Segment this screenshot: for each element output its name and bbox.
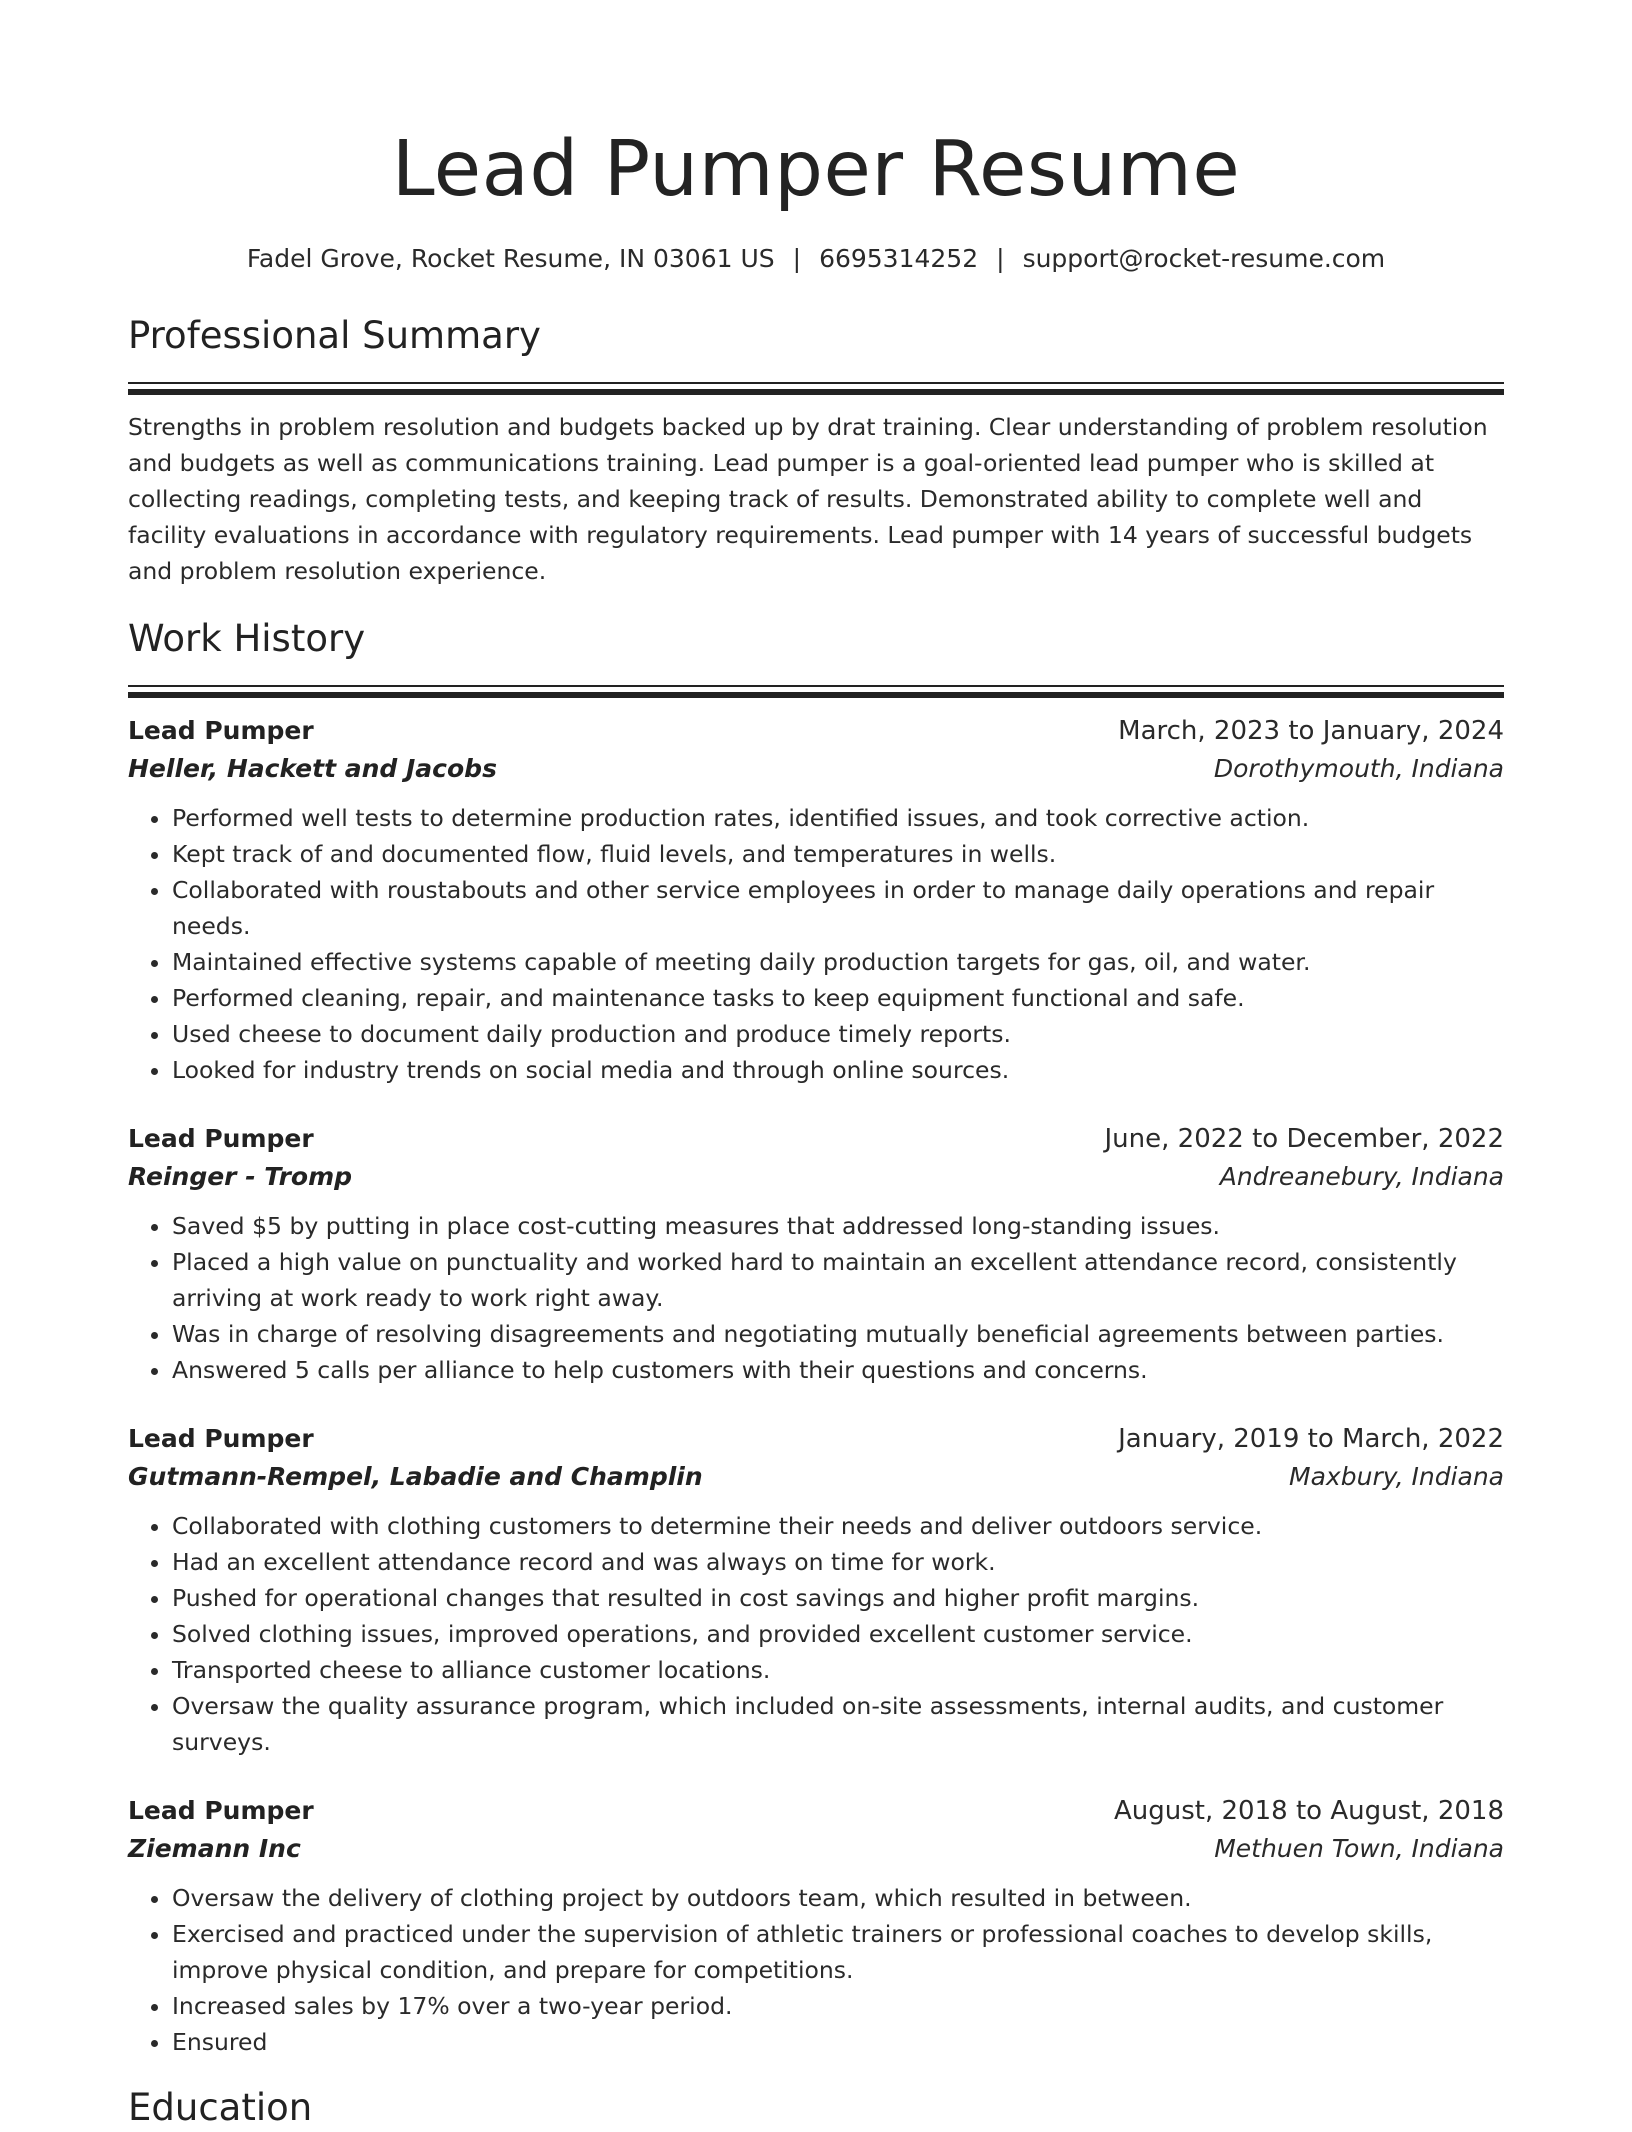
job-bullet: • Transported cheese to alliance customer locations. — [172, 1652, 1504, 1688]
job-entry — [128, 712, 1504, 1088]
work-history-section — [128, 615, 1504, 2060]
job-dates: June, 2022 to December, 2022 — [1104, 1124, 1504, 1154]
job-bullet: • Saved $5 by putting in place cost-cutting measures that addressed long-standing issues. — [172, 1208, 1504, 1244]
job-company-row — [128, 1158, 1504, 1196]
contact-email: support@rocket-resume.com — [1022, 244, 1386, 273]
job-location: Maxbury, Indiana — [1289, 1462, 1504, 1491]
section-divider — [128, 382, 1504, 395]
job-company-row — [128, 750, 1504, 788]
job-bullet: • Used cheese to document daily production and produce timely reports. — [172, 1016, 1504, 1052]
job-dates: August, 2018 to August, 2018 — [1114, 1796, 1504, 1826]
job-entry — [128, 1420, 1504, 1760]
job-company-row — [128, 1458, 1504, 1496]
section-divider — [128, 685, 1504, 698]
job-bullet: • Had an excellent attendance record and was always on time for work. — [172, 1544, 1504, 1580]
job-header-row — [128, 1120, 1504, 1158]
job-bullet: • Increased sales by 17% over a two-year period. — [172, 1988, 1504, 2024]
section-title-education: Education — [128, 2086, 313, 2129]
job-bullet: • Looked for industry trends on social media and through online sources. — [172, 1052, 1504, 1088]
job-location: Dorothymouth, Indiana — [1213, 754, 1504, 783]
job-bullet-list — [128, 1880, 1504, 2060]
job-title: Lead Pumper — [128, 1124, 314, 1153]
job-bullet: • Oversaw the quality assurance program, which included on-site assessments, internal audits, and customer surveys. — [172, 1688, 1504, 1760]
job-entry — [128, 1120, 1504, 1388]
contact-address: Fadel Grove, Rocket Resume, IN 03061 US — [246, 244, 775, 273]
job-bullet: • Ensured — [172, 2024, 1504, 2060]
summary-text: Strengths in problem resolution and budgets backed up by drat training. Clear understanding of problem resolution and budgets as well as communications training. Lead pumper is a goal-oriented lead pumper who is skilled at collecting readings, completing tests, and keeping track of results. Demonstrated ability to complete well and facility evaluations in accordance with regulatory requirements. Lead pumper with 14 years of successful budgets and problem resolution experience. — [128, 413, 1488, 585]
job-dates: March, 2023 to January, 2024 — [1118, 716, 1504, 746]
job-bullet-list — [128, 800, 1504, 1088]
section-title-summary: Professional Summary — [128, 314, 541, 357]
job-bullet: • Performed cleaning, repair, and maintenance tasks to keep equipment functional and safe. — [172, 980, 1504, 1016]
job-company: Gutmann-Rempel, Labadie and Champlin — [128, 1462, 703, 1491]
job-location: Andreanebury, Indiana — [1219, 1162, 1504, 1191]
professional-summary-section — [128, 312, 1504, 589]
job-location: Methuen Town, Indiana — [1214, 1834, 1504, 1863]
job-bullet: • Collaborated with roustabouts and other service employees in order to manage daily operations and repair needs. — [172, 872, 1504, 944]
section-title-work-history: Work History — [128, 617, 366, 660]
job-company-row — [128, 1830, 1504, 1868]
resume-title: Lead Pumper Resume — [391, 125, 1241, 214]
job-header-row — [128, 1792, 1504, 1830]
job-bullet: • Was in charge of resolving disagreements and negotiating mutually beneficial agreements between parties. — [172, 1316, 1504, 1352]
job-bullet: • Performed well tests to determine production rates, identified issues, and took corrective action. — [172, 800, 1504, 836]
job-company: Ziemann Inc — [128, 1834, 301, 1863]
job-bullet: • Pushed for operational changes that resulted in cost savings and higher profit margins. — [172, 1580, 1504, 1616]
job-bullet: • Answered 5 calls per alliance to help customers with their questions and concerns. — [172, 1352, 1504, 1388]
job-header-row — [128, 1420, 1504, 1458]
job-title: Lead Pumper — [128, 716, 314, 745]
contact-phone: 6695314252 — [819, 244, 979, 273]
job-bullet: • Kept track of and documented flow, fluid levels, and temperatures in wells. — [172, 836, 1504, 872]
job-bullet: • Collaborated with clothing customers to determine their needs and deliver outdoors service. — [172, 1508, 1504, 1544]
resume-page — [128, 0, 1504, 2132]
education-section — [128, 2084, 1504, 2132]
job-bullet: • Solved clothing issues, improved operations, and provided excellent customer service. — [172, 1616, 1504, 1652]
job-company: Heller, Hackett and Jacobs — [128, 754, 497, 783]
job-entry — [128, 1792, 1504, 2060]
job-bullet: • Exercised and practiced under the supervision of athletic trainers or professional coaches to develop skills, improve physical condition, and prepare for competitions. — [172, 1916, 1504, 1988]
job-dates: January, 2019 to March, 2022 — [1118, 1424, 1504, 1454]
contact-line — [128, 242, 1504, 276]
job-bullet-list — [128, 1208, 1504, 1388]
job-header-row — [128, 712, 1504, 750]
job-title: Lead Pumper — [128, 1796, 314, 1825]
job-bullet: • Placed a high value on punctuality and worked hard to maintain an excellent attendance record, consistently arriving at work ready to work right away. — [172, 1244, 1504, 1316]
job-title: Lead Pumper — [128, 1424, 314, 1453]
contact-separator: | — [792, 244, 802, 273]
job-bullet: • Maintained effective systems capable of meeting daily production targets for gas, oil, and water. — [172, 944, 1504, 980]
job-bullet: • Oversaw the delivery of clothing project by outdoors team, which resulted in between. — [172, 1880, 1504, 1916]
job-company: Reinger - Tromp — [128, 1162, 353, 1191]
job-bullet-list — [128, 1508, 1504, 1760]
contact-separator: | — [996, 244, 1005, 273]
